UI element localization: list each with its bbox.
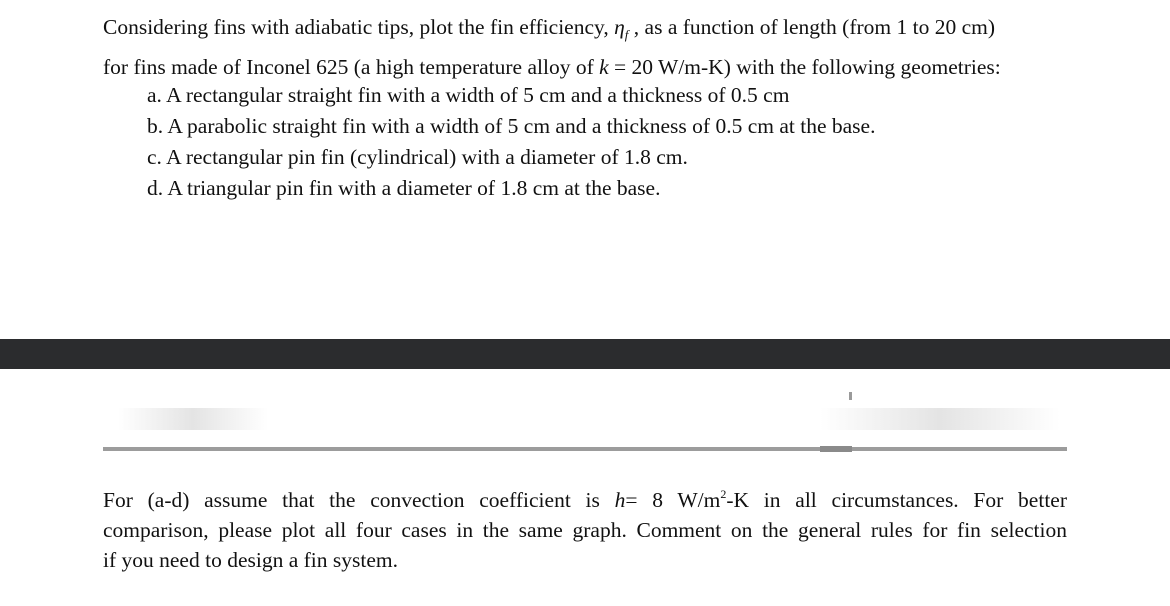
line2-text-after: = 20 W/m-K) with the following geometries:	[608, 55, 1001, 79]
geometry-item-a: a. A rectangular straight fin with a width of 5 cm and a thickness of 0.5 cm	[147, 83, 790, 107]
faded-text-right	[820, 408, 1060, 430]
eta-subscript: f	[624, 27, 629, 42]
h-symbol: h	[614, 488, 626, 512]
geometry-item-c: c. A rectangular pin fin (cylindrical) with a diameter of 1.8 cm.	[147, 145, 688, 169]
geometry-item-d: d. A triangular pin fin with a diameter of 1.8 cm at the base.	[147, 176, 661, 200]
problem-statement	[103, 10, 1103, 204]
geometry-item-b: b. A parabolic straight fin with a width of 5 cm and a thickness of 0.5 cm at the base.	[147, 114, 876, 138]
faded-text-left	[118, 408, 268, 430]
faded-mark	[849, 392, 852, 400]
k-symbol: k	[599, 55, 609, 79]
footer-instructions	[103, 479, 1067, 575]
footer-line-3: if you need to design a fin system.	[103, 548, 398, 572]
footer-line1-a: For (a-d) assume that the convection coefficient is	[103, 488, 615, 512]
squared-superscript: 2	[720, 487, 727, 501]
divider-marker	[820, 446, 852, 452]
eta-symbol: η	[614, 15, 625, 39]
line2-text-before: for fins made of Inconel 625 (a high temperature alloy of	[103, 55, 600, 79]
problem-line-1	[103, 10, 1103, 50]
footer-line-1	[103, 479, 1067, 515]
footer-line1-c: -K in all circumstances. For better	[726, 488, 1067, 512]
problem-line-2	[103, 50, 1103, 80]
line1-text-after: , as a function of length (from 1 to 20 cm)	[628, 15, 996, 39]
footer-line-2: comparison, please plot all four cases in the same graph. Comment on the general rules for fin selection	[103, 518, 1067, 542]
line1-text-before: Considering fins with adiabatic tips, plot the fin efficiency,	[103, 15, 615, 39]
dark-separator-band	[0, 339, 1170, 369]
horizontal-divider	[103, 447, 1067, 451]
footer-line1-b: = 8 W/m	[625, 488, 721, 512]
